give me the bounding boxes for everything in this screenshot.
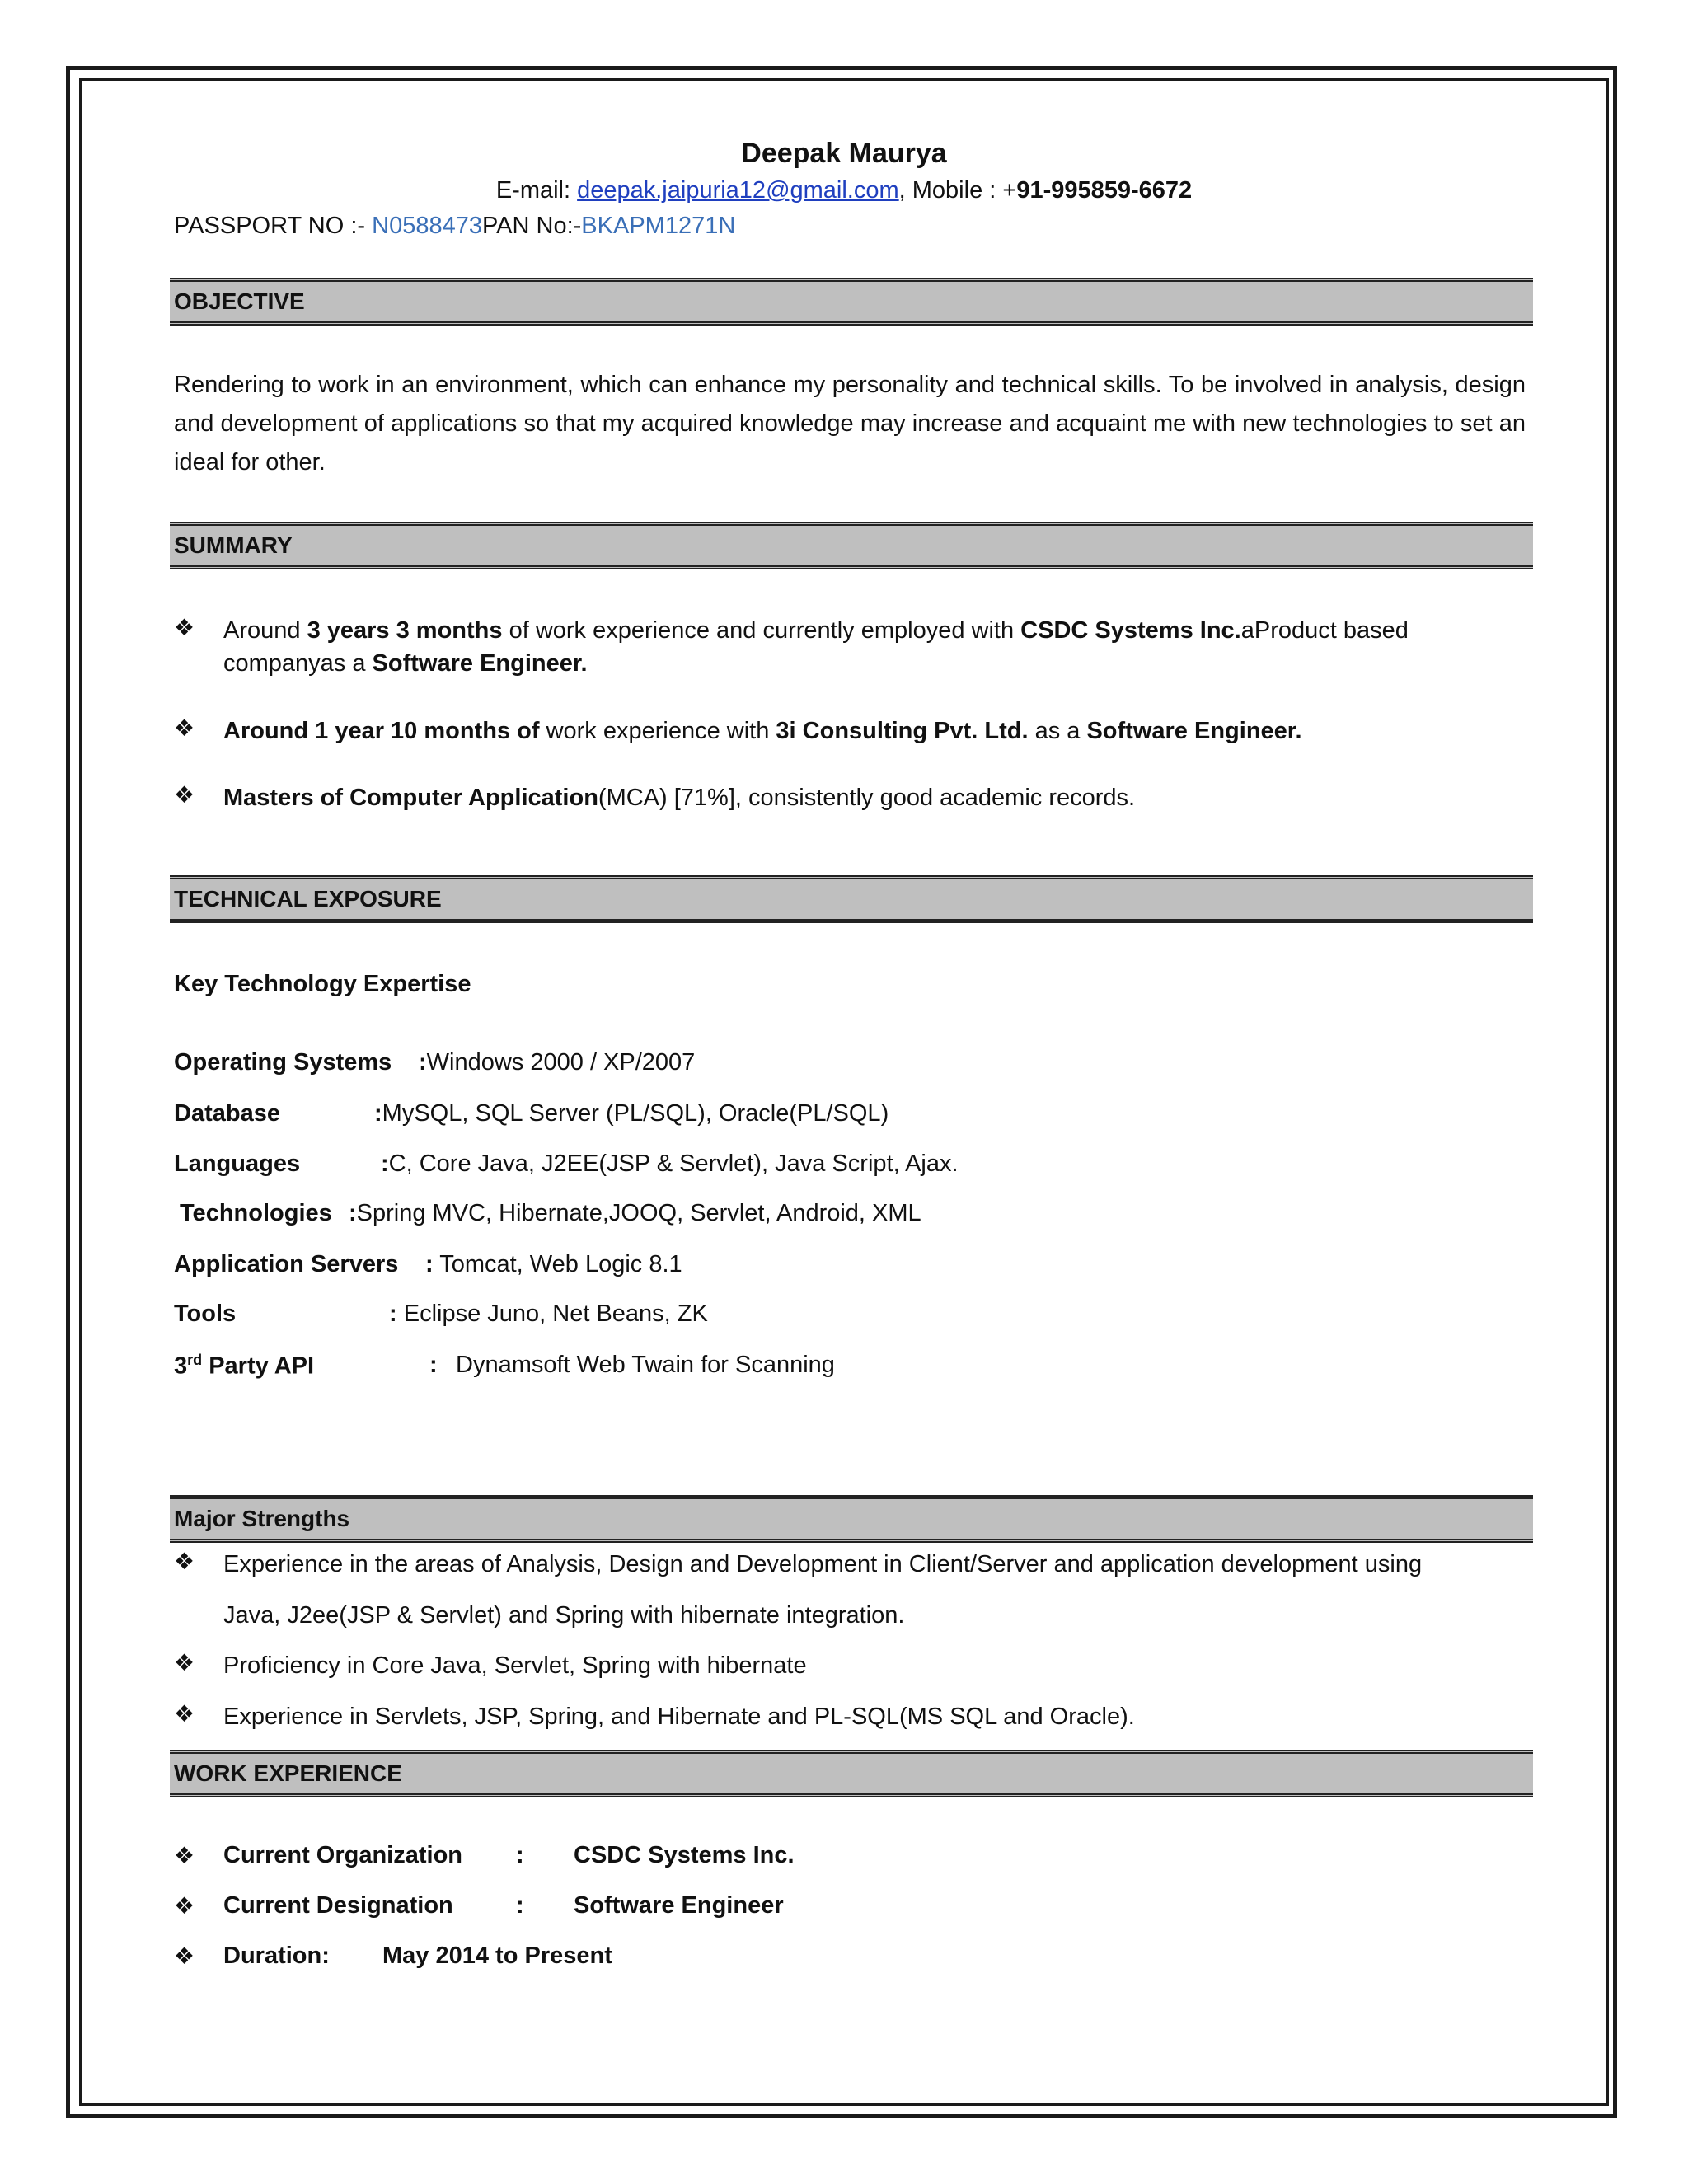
email-link[interactable]: deepak.jaipuria12@gmail.com bbox=[577, 177, 899, 204]
passport-line bbox=[174, 213, 735, 240]
summary-text: work experience with bbox=[539, 718, 776, 744]
summary-title: SUMMARY bbox=[174, 532, 293, 558]
org-value: CSDC Systems Inc. bbox=[574, 1842, 795, 1868]
strengths-header bbox=[170, 1495, 1533, 1543]
pan-label: PAN No:- bbox=[481, 213, 582, 239]
tech-key-sup: rd bbox=[187, 1352, 203, 1368]
tech-row-servers bbox=[174, 1251, 398, 1278]
summary-item-text bbox=[223, 781, 1526, 814]
tech-row-api bbox=[174, 1352, 314, 1380]
tech-row-os bbox=[174, 1049, 392, 1076]
tech-value: Dynamsoft Web Twain for Scanning bbox=[456, 1352, 835, 1378]
tech-val-os bbox=[419, 1049, 695, 1076]
duration-label: Duration: bbox=[223, 1943, 330, 1969]
tech-row-db bbox=[174, 1100, 280, 1127]
summary-bold: Software Engineer. bbox=[1086, 718, 1302, 744]
diamond-bullet-icon: ❖ bbox=[174, 1843, 195, 1868]
tech-val-servers bbox=[425, 1251, 682, 1278]
passport-label: PASSPORT NO :- bbox=[174, 213, 373, 239]
objective-text: Rendering to work in an environment, which can enhance my personality and technical skills. To be involved in analysis, design and development of applications so that my acquired knowledge may increase and acquaint me with new technologies to set an ideal for other. bbox=[174, 372, 1526, 476]
tech-val-lang bbox=[381, 1151, 959, 1178]
tech-key: Application Servers bbox=[174, 1251, 399, 1277]
contact-line bbox=[0, 177, 1688, 204]
diamond-bullet-icon: ❖ bbox=[174, 615, 195, 640]
diamond-bullet-icon: ❖ bbox=[174, 715, 195, 741]
tech-val-tools bbox=[389, 1301, 708, 1328]
tech-key: 3 bbox=[174, 1352, 188, 1380]
org-label: Current Organization bbox=[223, 1842, 463, 1868]
tech-key: Technologies bbox=[180, 1200, 332, 1226]
tech-key: Operating Systems bbox=[174, 1049, 392, 1076]
objective-title: OBJECTIVE bbox=[174, 288, 305, 314]
strength-text: Experience in the areas of Analysis, Design and Development in Client/Server and application development using bbox=[223, 1551, 1423, 1577]
tech-value: C, Core Java, J2EE(JSP & Servlet), Java Script, Ajax. bbox=[388, 1151, 959, 1177]
desig-label: Current Designation bbox=[223, 1892, 453, 1919]
tech-key: Tools bbox=[174, 1301, 237, 1327]
strength-text: Experience in Servlets, JSP, Spring, and Hibernate and PL-SQL(MS SQL and Oracle). bbox=[223, 1704, 1135, 1730]
tech-row-lang bbox=[174, 1151, 300, 1178]
summary-bold: Around 1 year 10 months of bbox=[223, 718, 540, 744]
tech-val-api-sep bbox=[429, 1352, 438, 1379]
objective-header bbox=[170, 278, 1533, 326]
diamond-bullet-icon: ❖ bbox=[174, 1549, 195, 1574]
tech-sep: : bbox=[374, 1100, 382, 1127]
summary-header bbox=[170, 522, 1533, 569]
summary-bold: Software Engineer. bbox=[372, 650, 588, 677]
tech-val-techs bbox=[349, 1200, 921, 1227]
diamond-bullet-icon: ❖ bbox=[174, 782, 195, 808]
tech-sep: : bbox=[389, 1301, 397, 1327]
tech-value: Eclipse Juno, Net Beans, ZK bbox=[396, 1301, 708, 1327]
summary-text: of work experience and currently employed with bbox=[502, 617, 1021, 644]
tech-val-db bbox=[374, 1100, 889, 1127]
diamond-bullet-icon: ❖ bbox=[174, 1893, 195, 1919]
technical-header bbox=[170, 875, 1533, 923]
tech-key: Party API bbox=[202, 1352, 315, 1380]
desig-sep: : bbox=[516, 1892, 524, 1919]
tech-value: Windows 2000 / XP/2007 bbox=[426, 1049, 696, 1076]
mobile-label: , Mobile : + bbox=[898, 177, 1017, 204]
summary-text: as a bbox=[1028, 718, 1087, 744]
passport-number: N0588473 bbox=[372, 213, 482, 239]
summary-text: (MCA) [71%], consistently good academic records. bbox=[598, 785, 1136, 811]
tech-value: MySQL, SQL Server (PL/SQL), Oracle(PL/SQL) bbox=[382, 1100, 889, 1127]
summary-item-text bbox=[223, 614, 1526, 680]
tech-sep: : bbox=[349, 1200, 357, 1226]
work-header bbox=[170, 1750, 1533, 1797]
strength-text: Java, J2ee(JSP & Servlet) and Spring with hibernate integration. bbox=[223, 1602, 905, 1629]
diamond-bullet-icon: ❖ bbox=[174, 1701, 195, 1727]
diamond-bullet-icon: ❖ bbox=[174, 1650, 195, 1675]
tech-row-tools bbox=[174, 1301, 236, 1328]
tech-sep: : bbox=[429, 1352, 438, 1378]
summary-item-text bbox=[223, 715, 1526, 748]
tech-key: Database bbox=[174, 1100, 280, 1127]
candidate-name: Deepak Maurya bbox=[741, 138, 947, 169]
summary-bold: CSDC Systems Inc. bbox=[1020, 617, 1241, 644]
mobile-number: 91-995859-6672 bbox=[1016, 177, 1193, 204]
tech-row-techs bbox=[180, 1200, 332, 1227]
technical-title: TECHNICAL EXPOSURE bbox=[174, 886, 442, 912]
tech-val-api bbox=[456, 1352, 835, 1379]
email-prefix: E-mail: bbox=[495, 177, 578, 204]
tech-value: Spring MVC, Hibernate,JOOQ, Servlet, Android, XML bbox=[356, 1200, 921, 1226]
summary-bold: 3 years 3 months bbox=[307, 617, 503, 644]
tech-key: Languages bbox=[174, 1151, 301, 1177]
summary-bold: Masters of Computer Application bbox=[223, 785, 598, 811]
summary-text: aProduct based companyas a bbox=[223, 617, 1409, 677]
work-title: WORK EXPERIENCE bbox=[174, 1760, 402, 1786]
strength-text: Proficiency in Core Java, Servlet, Spring with hibernate bbox=[223, 1652, 807, 1679]
summary-text: Around bbox=[223, 617, 307, 644]
summary-bold: 3i Consulting Pvt. Ltd. bbox=[776, 718, 1029, 744]
pan-number: BKAPM1271N bbox=[581, 213, 736, 239]
tech-sep: : bbox=[381, 1151, 389, 1177]
desig-value: Software Engineer bbox=[574, 1892, 784, 1919]
strengths-title: Major Strengths bbox=[174, 1506, 350, 1531]
duration-value: May 2014 to Present bbox=[382, 1943, 612, 1969]
tech-sep: : bbox=[425, 1251, 434, 1277]
diamond-bullet-icon: ❖ bbox=[174, 1943, 195, 1969]
tech-sep: : bbox=[419, 1049, 427, 1076]
tech-value: Tomcat, Web Logic 8.1 bbox=[433, 1251, 682, 1277]
key-technology-subtitle: Key Technology Expertise bbox=[174, 971, 471, 997]
org-sep: : bbox=[516, 1842, 524, 1868]
